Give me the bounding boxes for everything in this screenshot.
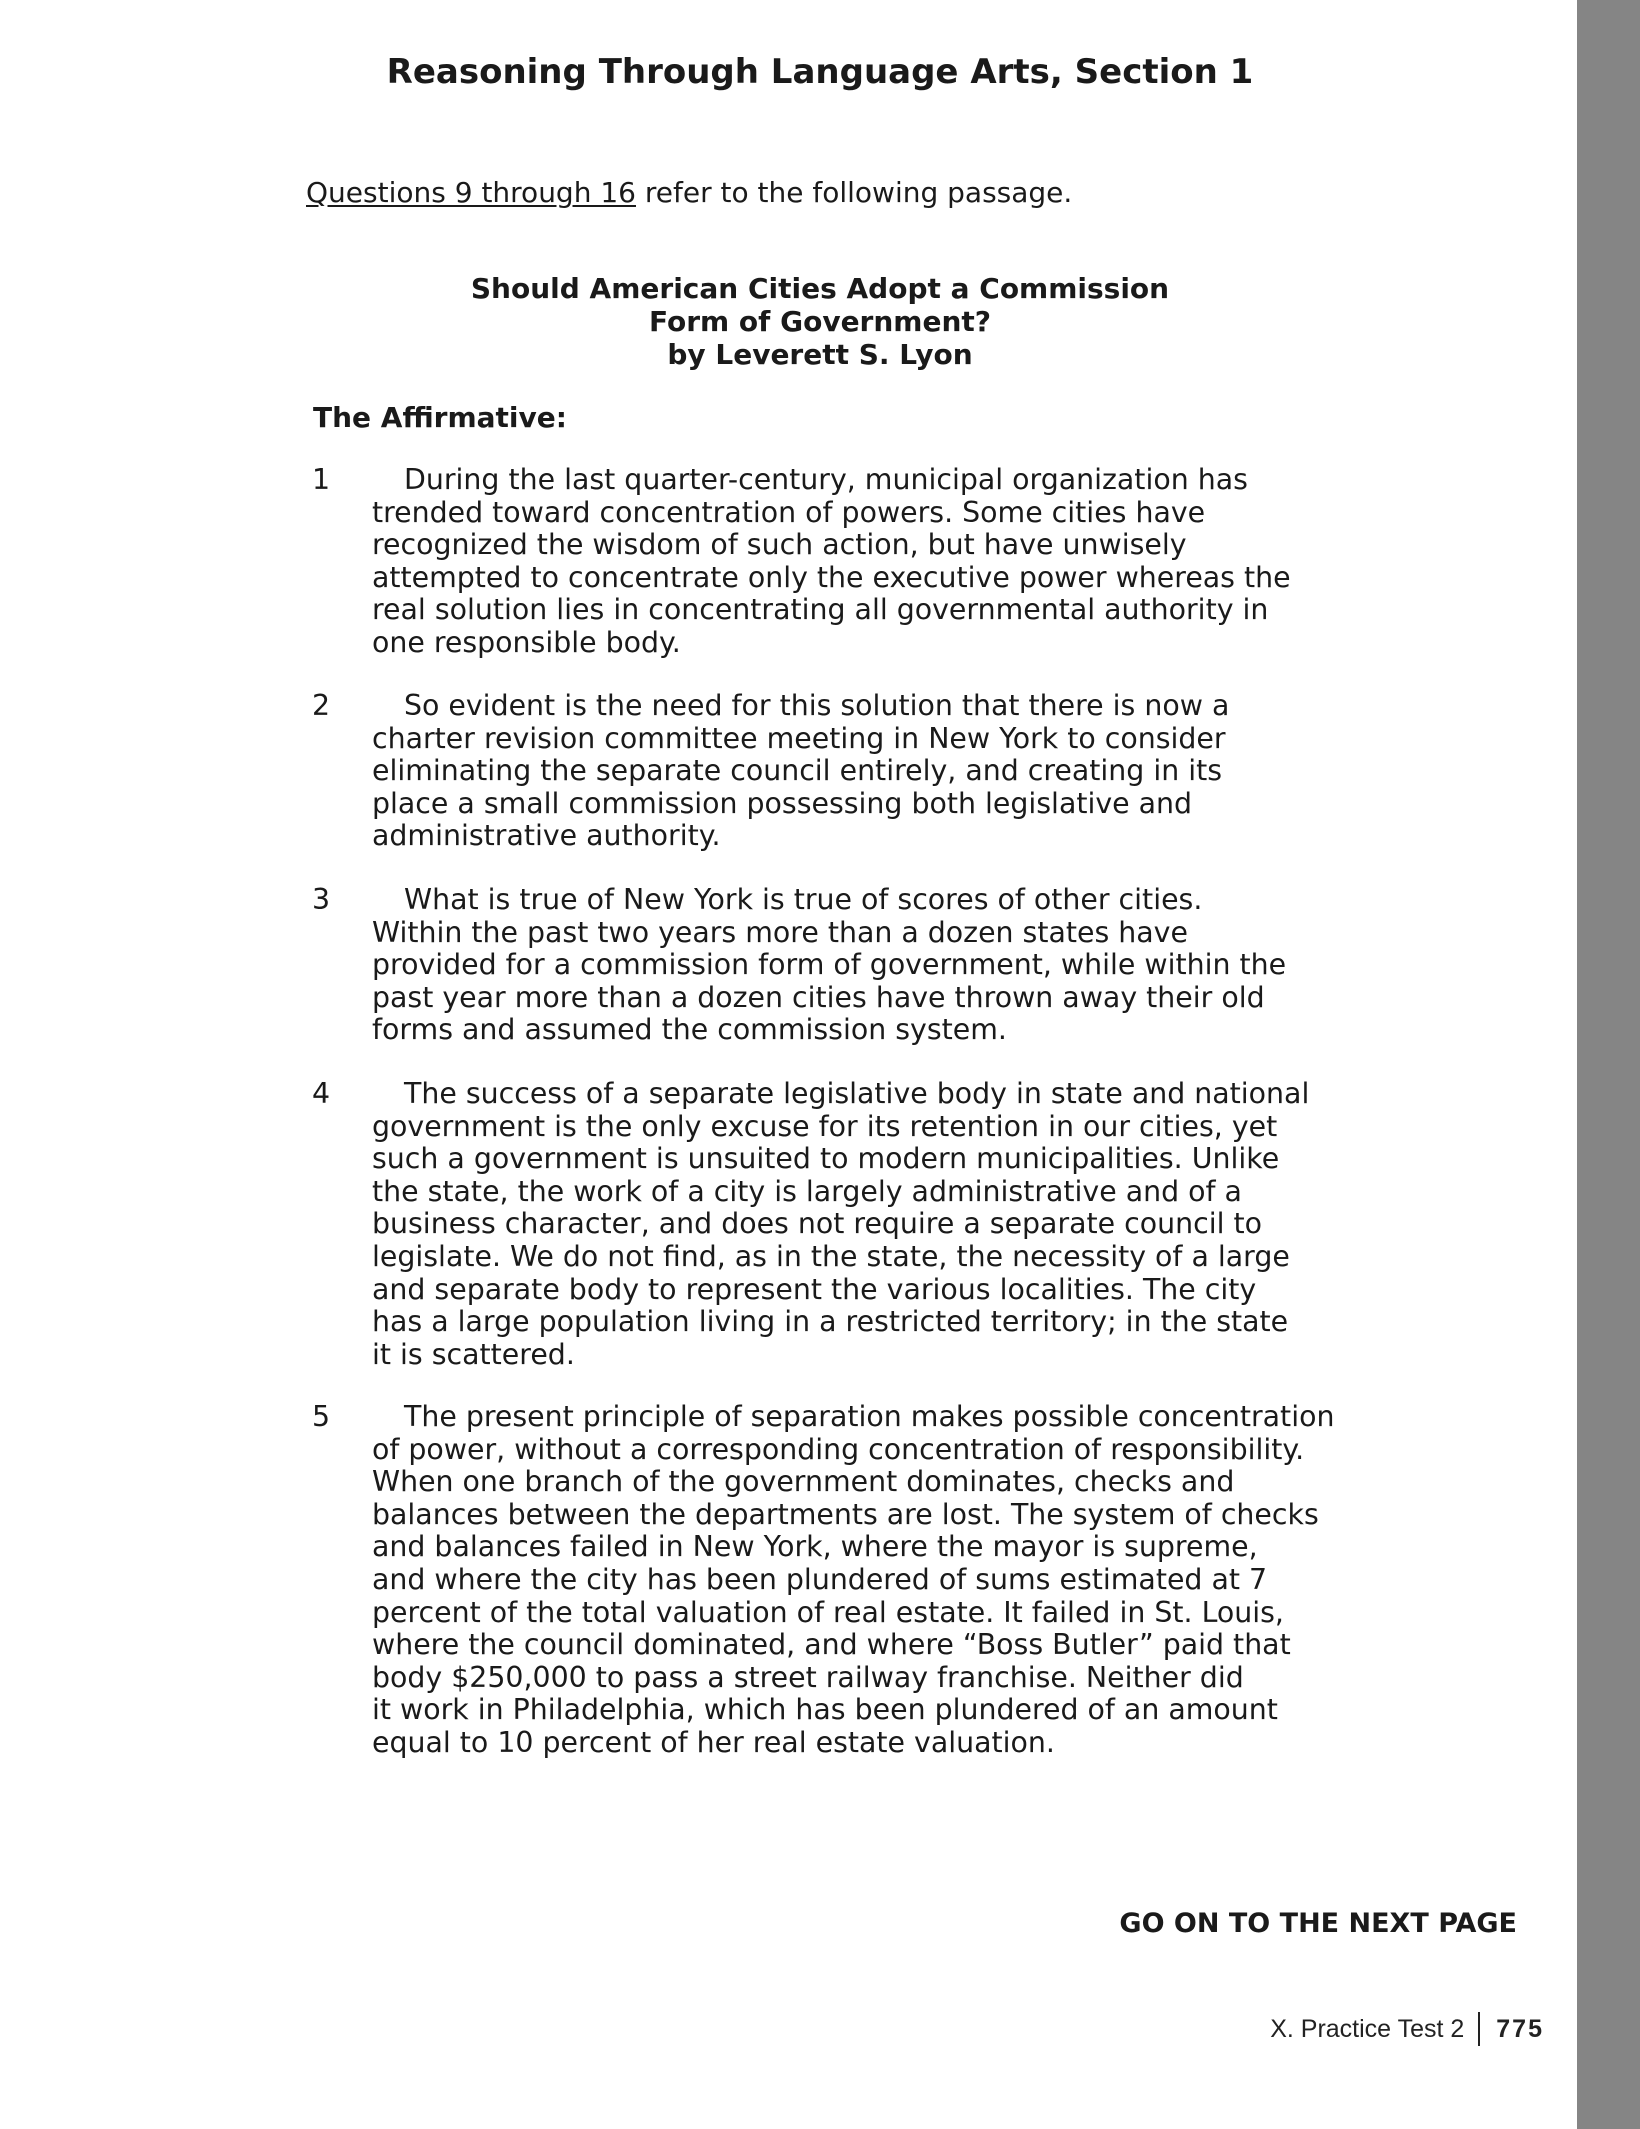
paragraph-text: During the last quarter-century, municipal organization has trended toward concentration of powers. Some cities have recognized the wisdom of such action, but have unwisely attempted to concentrate only the executive power whereas the real solution lies in concentrating all governmental authority in one responsible body.	[372, 463, 1291, 659]
passage-title-line2: Form of Government?	[648, 305, 992, 338]
chapter-label: X. Practice Test 2	[1270, 2014, 1465, 2043]
paragraph-3	[312, 884, 1352, 1047]
passage-title-block	[0, 272, 1640, 371]
paragraph-number: 5	[312, 1400, 331, 1433]
paragraph-text: So evident is the need for this solution that there is now a charter revision committee meeting in New York to consider eliminating the separate council entirely, and creating in its place a small commission possessing both legislative and administrative authority.	[372, 689, 1230, 853]
paragraph-number: 1	[312, 463, 331, 496]
paragraph-number: 2	[312, 689, 331, 722]
passage-subheading: The Affirmative:	[313, 401, 567, 434]
section-title: Reasoning Through Language Arts, Section 1	[386, 52, 1254, 92]
page-number: 775	[1496, 2014, 1544, 2043]
paragraph-text: The success of a separate legislative body in state and national government is the only excuse for its retention in our cities, yet such a government is unsuited to modern municipalities. Unlike the state, the work of a city is largely administrative and of a business character, and does not require a separate council to legislate. We do not find, as in the state, the necessity of a large and separate body to represent the various localities. The city has a large population living in a restricted territory; in the state it is scattered.	[372, 1077, 1310, 1371]
footer-divider	[1478, 2012, 1480, 2046]
paragraph-number: 3	[312, 883, 331, 916]
paragraph-5	[312, 1401, 1352, 1760]
questions-link[interactable]: Questions 9 through 16	[306, 176, 636, 209]
paragraph-number: 4	[312, 1077, 331, 1110]
paragraph-text: What is true of New York is true of scores of other cities. Within the past two years more than a dozen states have provided for a commission form of government, while within the past year more than a dozen cities have thrown away their old forms and assumed the commission system.	[372, 883, 1287, 1047]
intro-text: refer to the following passage.	[635, 176, 1073, 209]
paragraph-text: The present principle of separation makes possible concentration of power, without a corresponding concentration of responsibility. When one branch of the government dominates, checks and balances between the departments are lost. The system of checks and balances failed in New York, where the mayor is supreme, and where the city has been plundered of sums estimated at 7 percent of the total valuation of real estate. It failed in St. Louis, where the council dominated, and where “Boss Butler” paid that body $250,000 to pass a street railway franchise. Neither did it work in Philadelphia, which has been plundered of an amount equal to 10 percent of her real estate valuation.	[372, 1400, 1335, 1759]
next-page-prompt: GO ON TO THE NEXT PAGE	[1119, 1908, 1517, 1939]
passage-byline: by Leverett S. Lyon	[667, 338, 973, 371]
intro-line	[306, 176, 1072, 209]
paragraph-4	[312, 1078, 1352, 1371]
paragraph-1	[312, 464, 1352, 660]
passage-title-line1: Should American Cities Adopt a Commission	[470, 272, 1170, 305]
page-footer	[1270, 2012, 1544, 2046]
paragraph-2	[312, 690, 1352, 853]
